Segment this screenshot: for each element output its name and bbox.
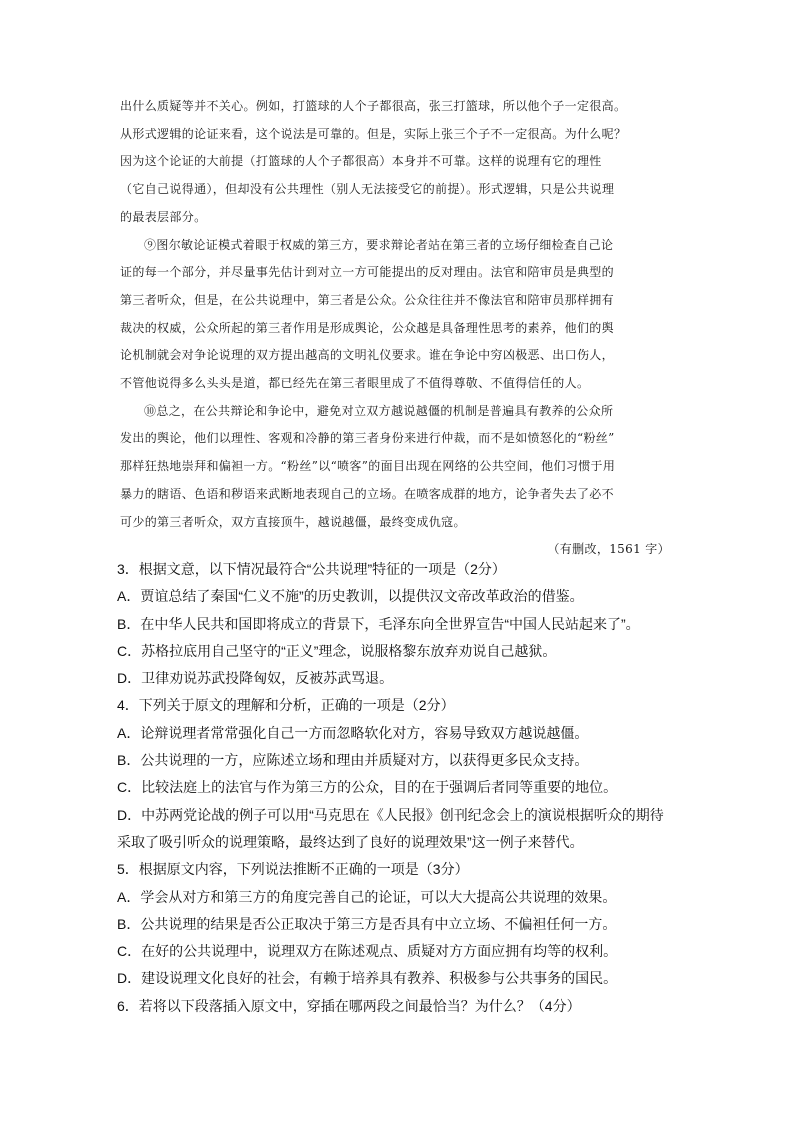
question-4-option-b: B．公共说理的一方，应陈述立场和理由并质疑对方，以获得更多民众支持。 xyxy=(117,752,589,769)
question-5-option-b: B．公共说理的结果是否公正取决于第三方是否具有中立立场、不偏袒任何一方。 xyxy=(117,915,617,932)
question-4-stem: 4．下列关于原文的理解和分析，正确的一项是（2分） xyxy=(117,697,455,714)
passage-paragraph-8-tail xyxy=(120,93,676,232)
question-4-option-d-continued: 采取了吸引听众的说理策略，最终达到了良好的说理效果”这一例子来替代。 xyxy=(117,833,584,850)
passage-line: 第三者听众，但是，在公共说理中，第三者是公众。公众往往并不像法官和陪审员那样拥有 xyxy=(120,292,615,307)
question-4-option-a: A．论辩说理者常常强化自己一方而忽略软化对方，容易导致双方越说越僵。 xyxy=(117,724,589,741)
passage-line: 可少的第三者听众，双方直接顶牛，越说越僵，最终变成仇寇。 xyxy=(120,514,466,529)
passage-paragraph-9 xyxy=(120,232,676,398)
passage-paragraph-10 xyxy=(120,398,676,537)
passage-line: 因为这个论证的大前提（打篮球的人个子都很高）本身并不可靠。这样的说理有它的理性 xyxy=(120,154,602,169)
question-5-option-a: A．学会从对方和第三方的角度完善自己的论证，可以大大提高公共说理的效果。 xyxy=(117,888,617,905)
passage-line: 那样狂热地崇拜和偏袒一方。“粉丝”以“喷客”的面目出现在网络的公共空间，他们习惯于用 xyxy=(120,459,616,474)
question-4-option-d: D．中苏两党论战的例子可以用“马克思在《人民报》创刊纪念会上的演说根据听众的期待 xyxy=(117,806,664,823)
question-5-stem: 5．根据原文内容，下列说法推断不正确的一项是（3分） xyxy=(117,861,469,878)
passage-line: 的最表层部分。 xyxy=(120,209,207,224)
passage-line: 论机制就会对争论说理的双方提出越高的文明礼仪要求。谁在争论中穷凶极恶、出口伤人， xyxy=(120,348,615,363)
reading-passage xyxy=(120,93,676,564)
passage-line: 从形式逻辑的论证来看，这个说法是可靠的。但是，实际上张三个子不一定很高。为什么呢？ xyxy=(120,126,627,141)
question-5-option-c: C．在好的公共说理中，说理双方在陈述观点、质疑对方方面应拥有均等的权利。 xyxy=(117,943,618,960)
question-5-option-d: D．建设说理文化良好的社会，有赖于培养具有教养、积极参与公共事务的国民。 xyxy=(117,970,618,987)
passage-line: ⑨图尔敏论证模式着眼于权威的第三方，要求辩论者站在第三者的立场仔细检查自己论 xyxy=(144,237,614,252)
passage-line: ⑩总之，在公共辩论和争论中，避免对立双方越说越僵的机制是普遍具有教养的公众所 xyxy=(144,403,614,418)
question-3-stem: 3．根据文意，以下情况最符合“公共说理”特征的一项是（2分） xyxy=(117,561,506,577)
passage-source-note: （有删改，1561 字） xyxy=(547,542,670,557)
question-6-stem: 6．若将以下段落插入原文中，穿插在哪两段之间最恰当？为什么？（4分） xyxy=(117,997,581,1014)
passage-line: （它自己说得通），但却没有公共理性（别人无法接受它的前提）。形式逻辑，只是公共说理 xyxy=(120,182,615,197)
question-3-option-c: C．苏格拉底用自己坚守的“正义”理念，说服格黎东放弃劝说自己越狱。 xyxy=(117,642,557,659)
passage-line: 不管他说得多么头头是道，都已经先在第三者眼里成了不值得尊敬、不值得信任的人。 xyxy=(120,376,590,391)
passage-line: 暴力的瞎语、色语和秽语来武断地表现自己的立场。在喷客成群的地方，论争者失去了必不 xyxy=(120,486,615,501)
passage-line: 证的每一个部分，并尽量事先估计到对立一方可能提出的反对理由。法官和陪审员是典型的 xyxy=(120,265,615,280)
question-list xyxy=(117,556,677,1020)
question-3-option-d: D．卫律劝说苏武投降匈奴，反被苏武骂退。 xyxy=(117,670,394,687)
question-3-option-a: A．贾谊总结了秦国“仁义不施”的历史教训，以提供汉文帝改革政治的借鉴。 xyxy=(117,588,584,605)
passage-line: 裁决的权威，公众所起的第三者作用是形成舆论，公众越是具备理性思考的素养，他们的舆 xyxy=(120,320,615,335)
passage-line: 发出的舆论，他们以理性、客观和冷静的第三者身份来进行仲裁，而不是如愤怒化的“粉丝” xyxy=(120,431,615,446)
passage-line: 出什么质疑等并不关心。例如，打篮球的人个子都很高，张三打篮球，所以他个子一定很高。 xyxy=(120,99,627,113)
question-4-option-c: C．比较法庭上的法官与作为第三方的公众，目的在于强调后者同等重要的地位。 xyxy=(117,779,618,796)
question-3-option-b: B．在中华人民共和国即将成立的背景下，毛泽东向全世界宣告“中国人民站起来了”。 xyxy=(117,615,640,632)
